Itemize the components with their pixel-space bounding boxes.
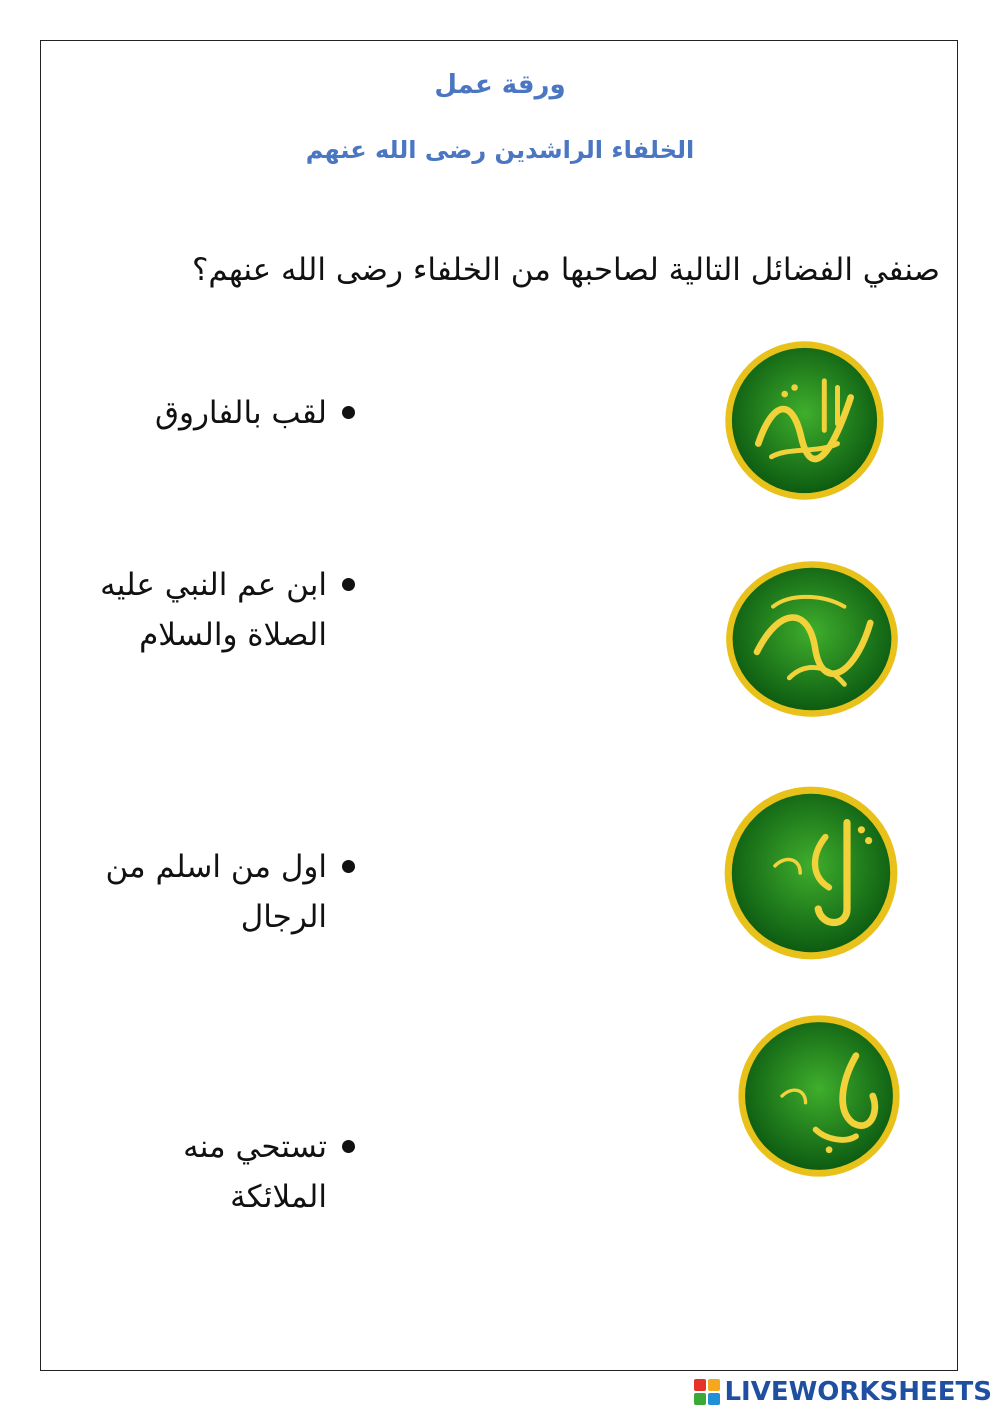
bullet-icon <box>342 406 355 419</box>
virtue-item-3[interactable] <box>105 842 355 942</box>
medallion-abu-bakr[interactable] <box>722 338 887 503</box>
medallion-othman[interactable] <box>721 783 901 963</box>
bullet-icon <box>342 860 355 873</box>
virtue-text-line2: الرجال <box>240 899 327 935</box>
bullet-icon <box>342 578 355 591</box>
liveworksheets-logo <box>694 1375 992 1409</box>
logo-text: LIVEWORKSHEETS <box>724 1377 992 1407</box>
virtue-text-line1: تستحي منه <box>183 1129 327 1165</box>
medallion-ali[interactable] <box>735 1012 903 1180</box>
virtue-item-4[interactable] <box>183 1122 355 1222</box>
calligraphy-medallion-icon <box>724 558 900 720</box>
worksheet-subtitle: الخلفاء الراشدين رضى الله عنهم <box>305 136 695 164</box>
virtue-item-1[interactable] <box>155 388 355 438</box>
calligraphy-medallion-icon <box>721 783 901 963</box>
virtue-text: لقب بالفاروق <box>154 395 327 431</box>
calligraphy-medallion-icon <box>722 338 887 503</box>
bullet-icon <box>342 1140 355 1153</box>
worksheet-title: ورقة عمل <box>434 70 566 100</box>
virtue-text-line1: ابن عم النبي عليه <box>100 567 327 603</box>
virtue-item-2[interactable] <box>100 560 355 660</box>
virtue-text-line2: الصلاة والسلام <box>139 617 327 653</box>
virtue-text-line1: اول من اسلم من <box>105 849 327 885</box>
medallion-omar[interactable] <box>724 558 900 720</box>
logo-icon <box>694 1379 720 1405</box>
virtue-text-line2: الملائكة <box>230 1179 327 1215</box>
calligraphy-medallion-icon <box>735 1012 903 1180</box>
question-text: صنفي الفضائل التالية لصاحبها من الخلفاء رضى الله عنهم؟ <box>191 252 940 288</box>
